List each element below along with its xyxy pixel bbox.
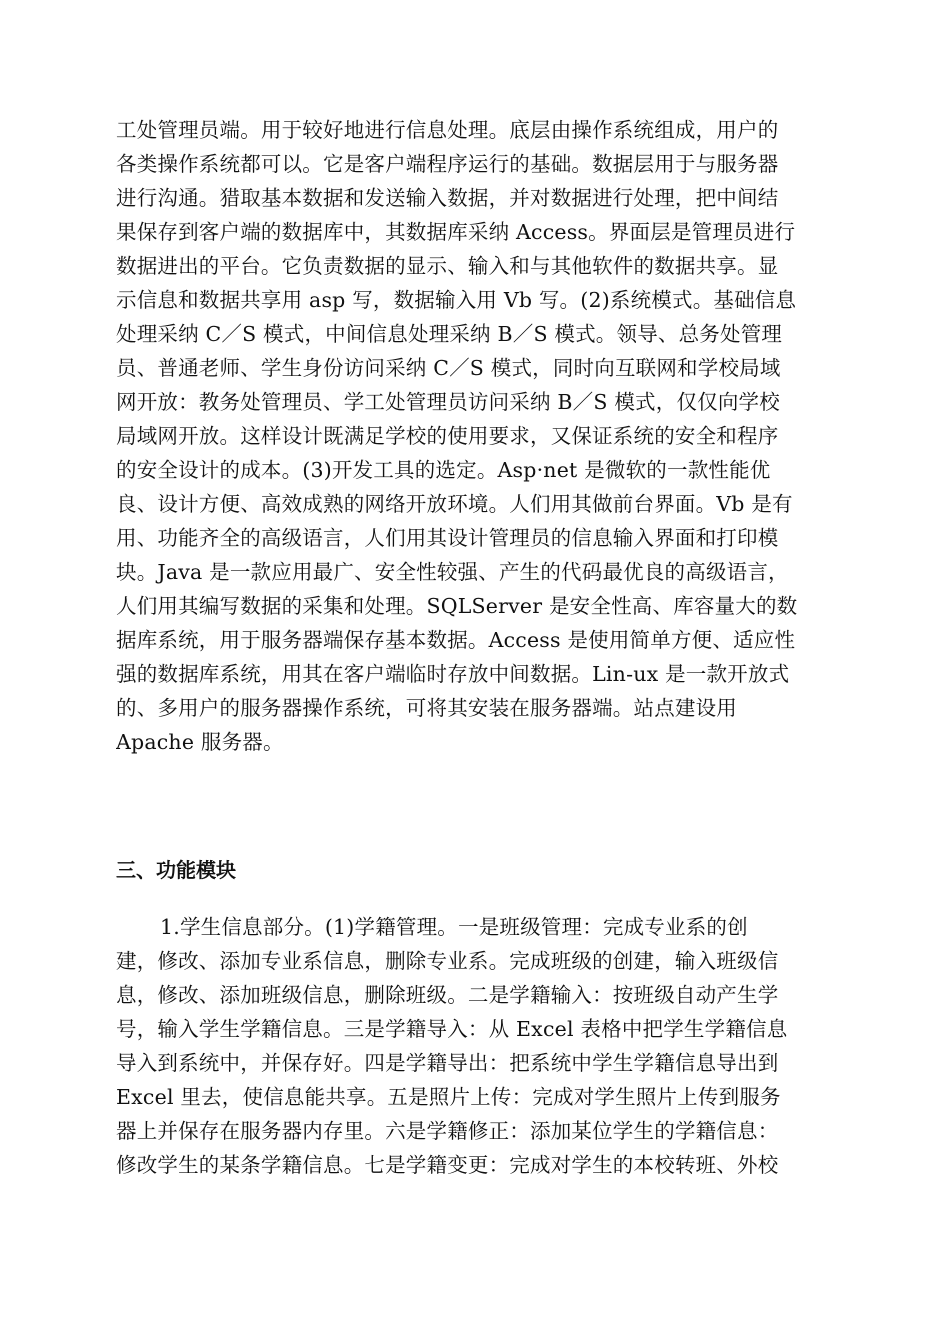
text-line: 各类操作系统都可以。它是客户端程序运行的基础。数据层用于与服务器 (116, 152, 779, 176)
text-line: 工处管理员端。用于较好地进行信息处理。底层由操作系统组成，用户的 (116, 118, 779, 142)
text-line: 块。Java 是一款应用最广、安全性较强、产生的代码最优良的高级语言， (116, 560, 789, 584)
text-line: Excel 里去，使信息能共享。五是照片上传：完成对学生照片上传到服务 (116, 1085, 781, 1109)
text-line: 良、设计方便、高效成熟的网络开放环境。人们用其做前台界面。Vb 是有 (116, 492, 793, 516)
text-line: 的安全设计的成本。(3)开发工具的选定。Asp·net 是微软的一款性能优 (116, 458, 771, 482)
text-line: 果保存到客户端的数据库中，其数据库采纳 Access。界面层是管理员进行 (116, 220, 796, 244)
text-line: 器上并保存在服务器内存里。六是学籍修正：添加某位学生的学籍信息： (116, 1119, 779, 1143)
paragraph-student-info (116, 910, 836, 1182)
text-line: 人们用其编写数据的采集和处理。SQLServer 是安全性高、库容量大的数 (116, 594, 798, 618)
text-line: 建，修改、添加专业系信息，删除专业系。完成班级的创建，输入班级信 (116, 949, 779, 973)
text-line: 示信息和数据共享用 asp 写，数据输入用 Vb 写。(2)系统模式。基础信息 (116, 288, 797, 312)
text-line: 导入到系统中，并保存好。四是学籍导出：把系统中学生学籍信息导出到 (116, 1051, 779, 1075)
text-line: 号，输入学生学籍信息。三是学籍导入：从 Excel 表格中把学生学籍信息 (116, 1017, 788, 1041)
text-line: 1.学生信息部分。(1)学籍管理。一是班级管理：完成专业系的创 (160, 915, 748, 939)
text-line: 用、功能齐全的高级语言，人们用其设计管理员的信息输入界面和打印模 (116, 526, 779, 550)
text-line: 据库系统，用于服务器端保存基本数据。Access 是使用简单方便、适应性 (116, 628, 796, 652)
text-line: Apache 服务器。 (116, 730, 284, 754)
text-line: 的、多用户的服务器操作系统，可将其安装在服务器端。站点建设用 (116, 696, 737, 720)
text-line: 处理采纳 C／S 模式，中间信息处理采纳 B／S 模式。领导、总务处管理 (116, 322, 783, 346)
text-line: 网开放：教务处管理员、学工处管理员访问采纳 B／S 模式，仅仅向学校 (116, 390, 780, 414)
text-line: 修改学生的某条学籍信息。七是学籍变更：完成对学生的本校转班、外校 (116, 1153, 779, 1177)
section-heading-function-modules: 三、功能模块 (116, 858, 236, 882)
text-line: 进行沟通。猎取基本数据和发送输入数据，并对数据进行处理，把中间结 (116, 186, 779, 210)
text-line: 员、普通老师、学生身份访问采纳 C／S 模式，同时向互联网和学校局域 (116, 356, 781, 380)
text-line: 局域网开放。这样设计既满足学校的使用要求，又保证系统的安全和程序 (116, 424, 779, 448)
text-line: 数据进出的平台。它负责数据的显示、输入和与其他软件的数据共享。显 (116, 254, 779, 278)
paragraph-system-architecture (116, 113, 836, 759)
text-line: 息，修改、添加班级信息，删除班级。二是学籍输入：按班级自动产生学 (116, 983, 779, 1007)
text-line: 强的数据库系统，用其在客户端临时存放中间数据。Lin-ux 是一款开放式 (116, 662, 790, 686)
